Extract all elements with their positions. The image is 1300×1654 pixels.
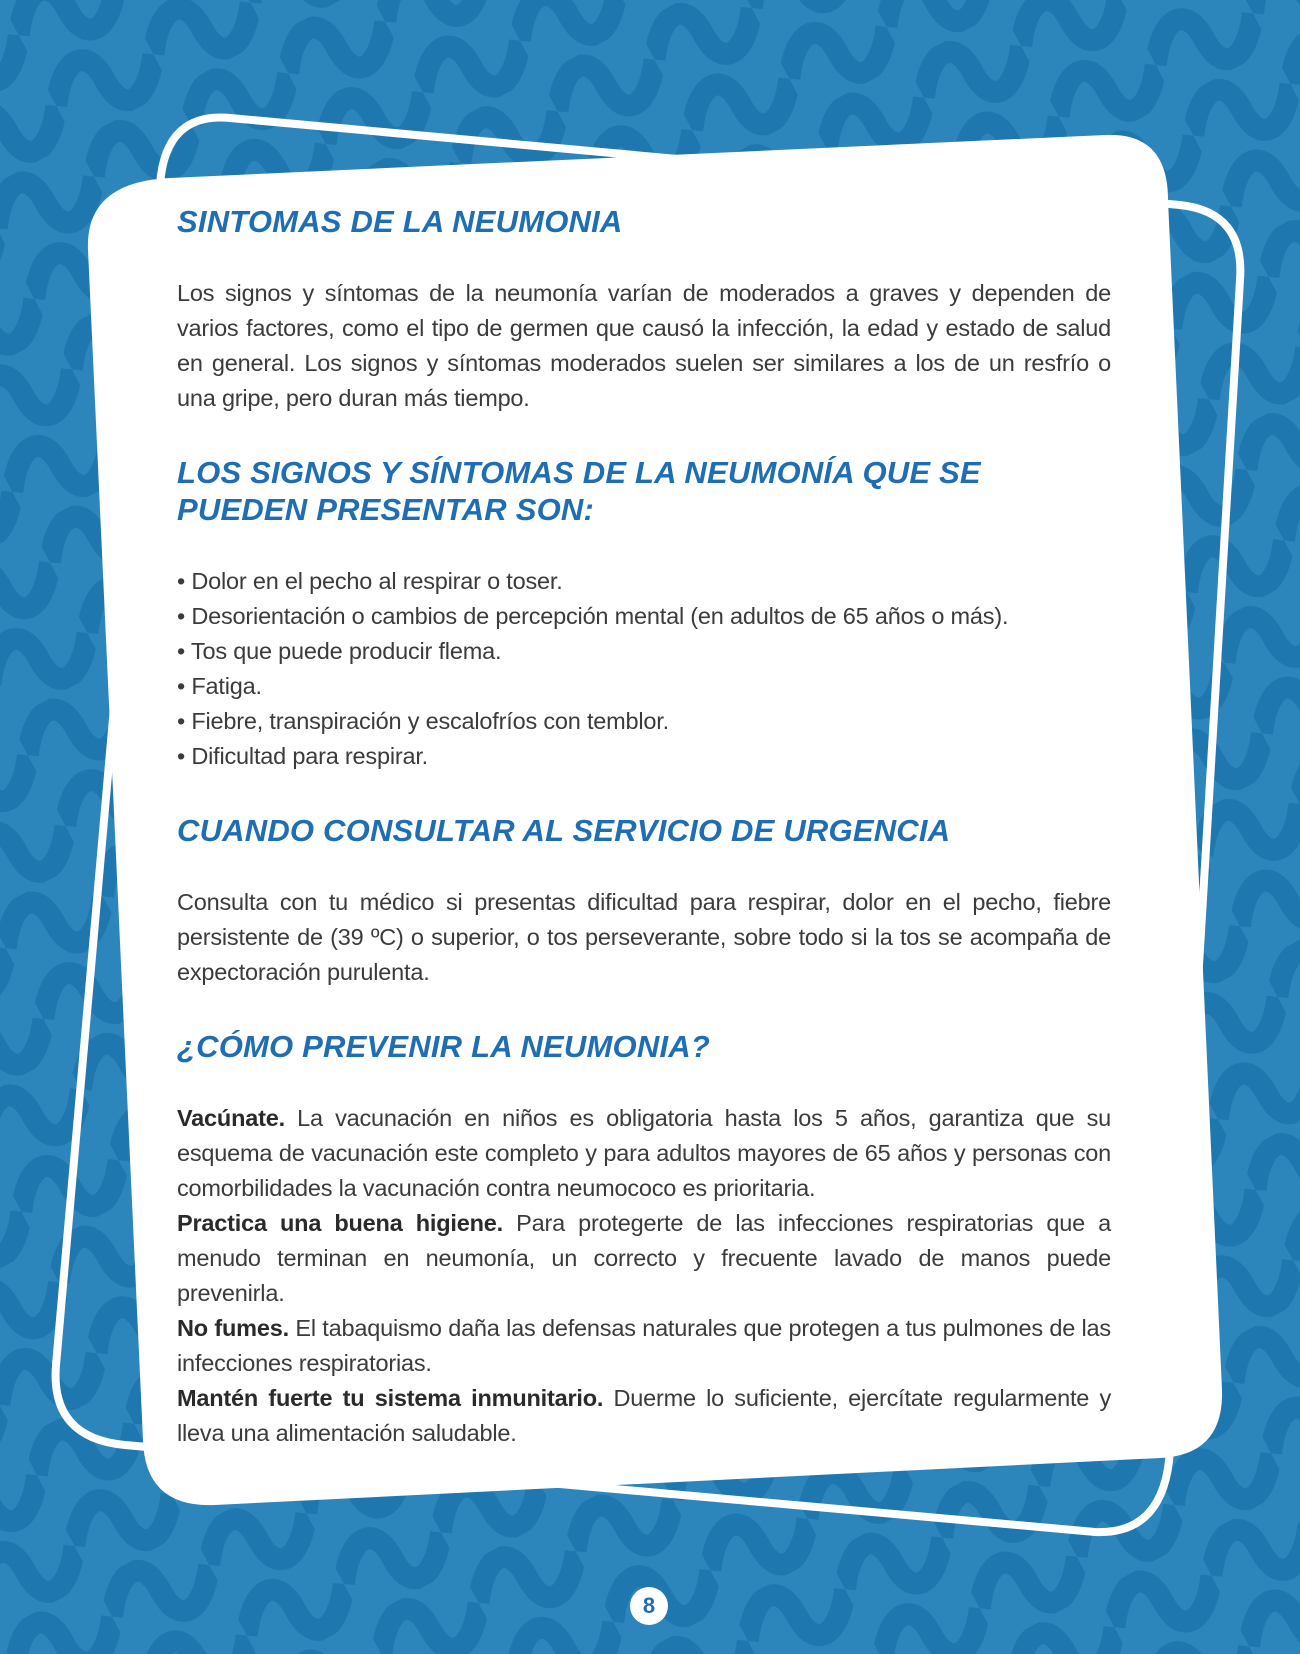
list-item: • Fiebre, transpiración y escalofríos con temblor. xyxy=(177,708,669,734)
signs-list xyxy=(177,564,1111,774)
card-content xyxy=(177,203,1111,1451)
prevention-lead: Mantén fuerte tu sistema inmunitario. xyxy=(177,1385,604,1411)
prevention-lead: Practica una buena higiene. xyxy=(177,1210,503,1236)
prevention-lead: No fumes. xyxy=(177,1315,289,1341)
signs-heading: LOS SIGNOS Y SÍNTOMAS DE LA NEUMONÍA QUE SE PUEDEN PRESENTAR SON: xyxy=(177,455,981,527)
prevention-text: Para protegerte de las infecciones respiratorias que a menudo terminan en neumonía, un correcto y frecuente lavado de manos puede prevenirla. xyxy=(177,1210,1111,1306)
prevention-text: Duerme lo suficiente, ejercítate regularmente y lleva una alimentación saludable. xyxy=(177,1385,1112,1446)
prevention-item-vaccinate xyxy=(177,1101,1111,1206)
prevention-item-hygiene xyxy=(177,1206,1111,1311)
list-item: • Fatiga. xyxy=(177,673,262,699)
symptoms-paragraph: Los signos y síntomas de la neumonía varían de moderados a graves y dependen de varios factores, como el tipo de germen que causó la infección, la edad y estado de salud en general. Los signos y síntomas moderados suelen ser similares a los de un resfrío o una gripe, pero duran más tiempo. xyxy=(177,280,1111,411)
prevention-lead: Vacúnate. xyxy=(177,1105,285,1131)
list-item: • Desorientación o cambios de percepción mental (en adultos de 65 años o más). xyxy=(177,603,1009,629)
prevention-list xyxy=(177,1101,1111,1451)
list-item: • Dificultad para respirar. xyxy=(177,743,428,769)
prevention-item-immune xyxy=(177,1381,1111,1451)
prevention-heading: ¿CÓMO PREVENIR LA NEUMONIA? xyxy=(177,1029,710,1064)
list-item: • Tos que puede producir flema. xyxy=(177,638,502,664)
prevention-text: El tabaquismo daña las defensas naturales que protegen a tus pulmones de las infecciones respiratorias. xyxy=(177,1315,1111,1376)
prevention-item-no-smoking xyxy=(177,1311,1111,1381)
page-number-badge: 8 xyxy=(630,1587,668,1625)
emergency-heading: CUANDO CONSULTAR AL SERVICIO DE URGENCIA xyxy=(177,813,951,848)
list-item: • Dolor en el pecho al respirar o toser. xyxy=(177,568,563,594)
symptoms-heading: SINTOMAS DE LA NEUMONIA xyxy=(177,204,623,239)
prevention-text: La vacunación en niños es obligatoria hasta los 5 años, garantiza que su esquema de vacunación este completo y para adultos mayores de 65 años y personas con comorbilidades la vacunación contra neumococo es prioritaria. xyxy=(177,1105,1111,1201)
emergency-paragraph: Consulta con tu médico si presentas dificultad para respirar, dolor en el pecho, fiebre persistente de (39 ºC) o superior, o tos perseverante, sobre todo si la tos se acompaña de expectoración purulenta. xyxy=(177,889,1111,985)
